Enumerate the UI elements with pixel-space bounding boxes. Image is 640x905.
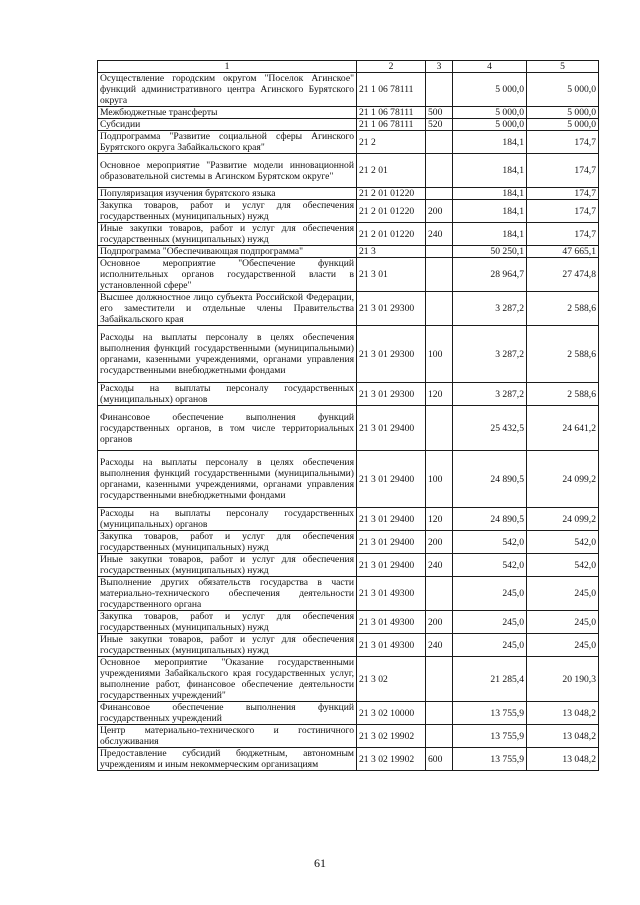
row-amount-1-cell: 184,1 xyxy=(453,223,527,246)
row-amount-2-cell: 13 048,2 xyxy=(527,725,599,748)
row-name-cell: Иные закупки товаров, работ и услуг для обеспечения государственных (муниципальных) нужд xyxy=(98,223,357,246)
row-code-cell: 21 3 01 29400 xyxy=(357,451,426,508)
row-expense-type-cell: 100 xyxy=(426,326,453,383)
table-row xyxy=(98,246,599,258)
table-row xyxy=(98,748,599,771)
row-amount-1-cell: 3 287,2 xyxy=(453,383,527,406)
table-row xyxy=(98,531,599,554)
table-row xyxy=(98,107,599,119)
row-name-cell: Подпрограмма "Обеспечивающая подпрограмма" xyxy=(98,246,357,258)
table-row xyxy=(98,131,599,154)
header-col-1: 1 xyxy=(98,61,357,73)
row-amount-2-cell: 47 665,1 xyxy=(527,246,599,258)
row-amount-2-cell: 174,7 xyxy=(527,200,599,223)
row-code-cell: 21 2 01 01220 xyxy=(357,188,426,200)
row-expense-type-cell xyxy=(426,154,453,188)
row-expense-type-cell xyxy=(426,577,453,611)
table-row xyxy=(98,508,599,531)
row-name-cell: Финансовое обеспечение выполнения функций государственных органов, в том числе территориальных органов xyxy=(98,406,357,451)
row-expense-type-cell: 100 xyxy=(426,451,453,508)
row-expense-type-cell xyxy=(426,702,453,725)
header-col-2: 2 xyxy=(357,61,426,73)
row-amount-1-cell: 5 000,0 xyxy=(453,107,527,119)
row-amount-1-cell: 245,0 xyxy=(453,611,527,634)
row-name-cell: Центр материально-технического и гостиничного обслуживания xyxy=(98,725,357,748)
table-header xyxy=(98,61,599,73)
row-amount-1-cell: 184,1 xyxy=(453,200,527,223)
row-amount-2-cell: 24 099,2 xyxy=(527,451,599,508)
row-amount-1-cell: 25 432,5 xyxy=(453,406,527,451)
table-row xyxy=(98,258,599,292)
row-expense-type-cell xyxy=(426,258,453,292)
row-code-cell: 21 3 01 49300 xyxy=(357,634,426,657)
row-name-cell: Расходы на выплаты персоналу государственных (муниципальных) органов xyxy=(98,508,357,531)
row-amount-1-cell: 184,1 xyxy=(453,154,527,188)
row-expense-type-cell: 200 xyxy=(426,611,453,634)
row-name-cell: Расходы на выплаты персоналу государственных (муниципальных) органов xyxy=(98,383,357,406)
row-expense-type-cell: 240 xyxy=(426,634,453,657)
row-amount-1-cell: 13 755,9 xyxy=(453,725,527,748)
row-amount-2-cell: 24 641,2 xyxy=(527,406,599,451)
row-amount-1-cell: 5 000,0 xyxy=(453,119,527,131)
row-amount-2-cell: 174,7 xyxy=(527,154,599,188)
row-expense-type-cell: 120 xyxy=(426,508,453,531)
table-row xyxy=(98,326,599,383)
row-name-cell: Межбюджетные трансферты xyxy=(98,107,357,119)
row-name-cell: Иные закупки товаров, работ и услуг для обеспечения государственных (муниципальных) нужд xyxy=(98,554,357,577)
row-code-cell: 21 3 01 29400 xyxy=(357,554,426,577)
table-row xyxy=(98,188,599,200)
row-amount-1-cell: 184,1 xyxy=(453,131,527,154)
row-amount-2-cell: 5 000,0 xyxy=(527,107,599,119)
row-name-cell: Предоставление субсидий бюджетным, автономным учреждениям и иным некоммерческим организациям xyxy=(98,748,357,771)
row-amount-2-cell: 5 000,0 xyxy=(527,73,599,107)
row-name-cell: Закупка товаров, работ и услуг для обеспечения государственных (муниципальных) нужд xyxy=(98,531,357,554)
row-name-cell: Основное мероприятие "Развитие модели инновационной образовательной системы в Агинском Бурятском округе" xyxy=(98,154,357,188)
row-expense-type-cell xyxy=(426,188,453,200)
row-amount-2-cell: 2 588,6 xyxy=(527,326,599,383)
row-amount-1-cell: 50 250,1 xyxy=(453,246,527,258)
table-row xyxy=(98,383,599,406)
row-code-cell: 21 3 01 xyxy=(357,258,426,292)
row-name-cell: Выполнение других обязательств государства в части материально-технического обеспечения деятельности государственного органа xyxy=(98,577,357,611)
table-row xyxy=(98,611,599,634)
row-name-cell: Осуществление городским округом "Поселок Агинское" функций административного центра Агинского Бурятского округа xyxy=(98,73,357,107)
row-amount-2-cell: 24 099,2 xyxy=(527,508,599,531)
row-amount-1-cell: 13 755,9 xyxy=(453,702,527,725)
row-code-cell: 21 3 02 xyxy=(357,657,426,702)
row-amount-1-cell: 542,0 xyxy=(453,554,527,577)
row-expense-type-cell: 600 xyxy=(426,748,453,771)
row-code-cell: 21 2 01 01220 xyxy=(357,200,426,223)
row-expense-type-cell xyxy=(426,725,453,748)
row-amount-2-cell: 5 000,0 xyxy=(527,119,599,131)
row-code-cell: 21 1 06 78111 xyxy=(357,119,426,131)
row-code-cell: 21 1 06 78111 xyxy=(357,73,426,107)
table-row xyxy=(98,451,599,508)
row-code-cell: 21 2 xyxy=(357,131,426,154)
table-row xyxy=(98,154,599,188)
row-expense-type-cell xyxy=(426,73,453,107)
row-expense-type-cell: 200 xyxy=(426,531,453,554)
row-amount-2-cell: 27 474,8 xyxy=(527,258,599,292)
row-amount-1-cell: 184,1 xyxy=(453,188,527,200)
row-amount-2-cell: 174,7 xyxy=(527,223,599,246)
row-amount-1-cell: 245,0 xyxy=(453,634,527,657)
row-expense-type-cell xyxy=(426,406,453,451)
table-row xyxy=(98,292,599,326)
row-amount-2-cell: 174,7 xyxy=(527,188,599,200)
row-amount-1-cell: 3 287,2 xyxy=(453,292,527,326)
row-amount-1-cell: 28 964,7 xyxy=(453,258,527,292)
row-expense-type-cell: 240 xyxy=(426,554,453,577)
row-expense-type-cell: 240 xyxy=(426,223,453,246)
row-code-cell: 21 3 01 49300 xyxy=(357,611,426,634)
budget-table xyxy=(97,60,599,771)
table-row xyxy=(98,200,599,223)
row-name-cell: Закупка товаров, работ и услуг для обеспечения государственных (муниципальных) нужд xyxy=(98,200,357,223)
row-amount-1-cell: 24 890,5 xyxy=(453,451,527,508)
row-code-cell: 21 3 01 29300 xyxy=(357,292,426,326)
table-row xyxy=(98,725,599,748)
row-amount-1-cell: 24 890,5 xyxy=(453,508,527,531)
table-body xyxy=(98,73,599,771)
row-amount-2-cell: 13 048,2 xyxy=(527,748,599,771)
row-code-cell: 21 3 01 29400 xyxy=(357,508,426,531)
row-code-cell: 21 3 xyxy=(357,246,426,258)
row-code-cell: 21 3 01 29400 xyxy=(357,531,426,554)
row-expense-type-cell xyxy=(426,292,453,326)
row-code-cell: 21 3 01 49300 xyxy=(357,577,426,611)
header-col-3: 3 xyxy=(426,61,453,73)
row-amount-2-cell: 542,0 xyxy=(527,554,599,577)
row-amount-1-cell: 13 755,9 xyxy=(453,748,527,771)
row-expense-type-cell: 520 xyxy=(426,119,453,131)
document-page xyxy=(97,60,598,771)
header-row xyxy=(98,61,599,73)
row-expense-type-cell: 500 xyxy=(426,107,453,119)
row-name-cell: Субсидии xyxy=(98,119,357,131)
table-row xyxy=(98,554,599,577)
table-row xyxy=(98,702,599,725)
row-code-cell: 21 3 02 10000 xyxy=(357,702,426,725)
row-amount-1-cell: 3 287,2 xyxy=(453,326,527,383)
row-amount-2-cell: 174,7 xyxy=(527,131,599,154)
row-expense-type-cell xyxy=(426,131,453,154)
table-row xyxy=(98,73,599,107)
row-name-cell: Высшее должностное лицо субъекта Российской Федерации, его заместители и отдельные члены Правительства Забайкальского края xyxy=(98,292,357,326)
row-code-cell: 21 3 01 29300 xyxy=(357,383,426,406)
row-amount-1-cell: 245,0 xyxy=(453,577,527,611)
row-code-cell: 21 3 01 29400 xyxy=(357,406,426,451)
row-name-cell: Закупка товаров, работ и услуг для обеспечения государственных (муниципальных) нужд xyxy=(98,611,357,634)
row-name-cell: Основное мероприятие "Оказание государственными учреждениями Забайкальского края государственных услуг, выполнение работ, финансовое обеспечение деятельности государственных учреждений" xyxy=(98,657,357,702)
row-name-cell: Основное мероприятие "Обеспечение функций исполнительных органов государственной власти в установленной сфере" xyxy=(98,258,357,292)
row-amount-1-cell: 5 000,0 xyxy=(453,73,527,107)
row-amount-2-cell: 245,0 xyxy=(527,611,599,634)
table-row xyxy=(98,657,599,702)
row-code-cell: 21 2 01 xyxy=(357,154,426,188)
row-amount-2-cell: 13 048,2 xyxy=(527,702,599,725)
row-code-cell: 21 1 06 78111 xyxy=(357,107,426,119)
row-expense-type-cell: 200 xyxy=(426,200,453,223)
row-name-cell: Расходы на выплаты персоналу в целях обеспечения выполнения функций государственными (муниципальными) органами, казенными учреждениями, органами управления государственными внебюджетными фондами xyxy=(98,326,357,383)
row-amount-2-cell: 20 190,3 xyxy=(527,657,599,702)
row-expense-type-cell xyxy=(426,246,453,258)
row-amount-2-cell: 2 588,6 xyxy=(527,292,599,326)
row-code-cell: 21 3 02 19902 xyxy=(357,725,426,748)
header-col-4: 4 xyxy=(453,61,527,73)
table-row xyxy=(98,119,599,131)
row-expense-type-cell xyxy=(426,657,453,702)
row-amount-2-cell: 2 588,6 xyxy=(527,383,599,406)
row-amount-1-cell: 542,0 xyxy=(453,531,527,554)
row-expense-type-cell: 120 xyxy=(426,383,453,406)
row-amount-2-cell: 245,0 xyxy=(527,634,599,657)
row-name-cell: Финансовое обеспечение выполнения функций государственных учреждений xyxy=(98,702,357,725)
row-amount-1-cell: 21 285,4 xyxy=(453,657,527,702)
row-code-cell: 21 2 01 01220 xyxy=(357,223,426,246)
table-row xyxy=(98,577,599,611)
row-code-cell: 21 3 02 19902 xyxy=(357,748,426,771)
header-col-5: 5 xyxy=(527,61,599,73)
table-row xyxy=(98,223,599,246)
row-amount-2-cell: 245,0 xyxy=(527,577,599,611)
row-name-cell: Подпрограмма "Развитие социальной сферы Агинского Бурятского округа Забайкальского края" xyxy=(98,131,357,154)
table-row xyxy=(98,406,599,451)
row-name-cell: Иные закупки товаров, работ и услуг для обеспечения государственных (муниципальных) нужд xyxy=(98,634,357,657)
row-code-cell: 21 3 01 29300 xyxy=(357,326,426,383)
row-name-cell: Расходы на выплаты персоналу в целях обеспечения выполнения функций государственными (муниципальными) органами, казенными учреждениями, органами управления государственными внебюджетными фондами xyxy=(98,451,357,508)
table-row xyxy=(98,634,599,657)
page-number: 61 xyxy=(314,856,326,870)
row-amount-2-cell: 542,0 xyxy=(527,531,599,554)
row-name-cell: Популяризация изучения бурятского языка xyxy=(98,188,357,200)
